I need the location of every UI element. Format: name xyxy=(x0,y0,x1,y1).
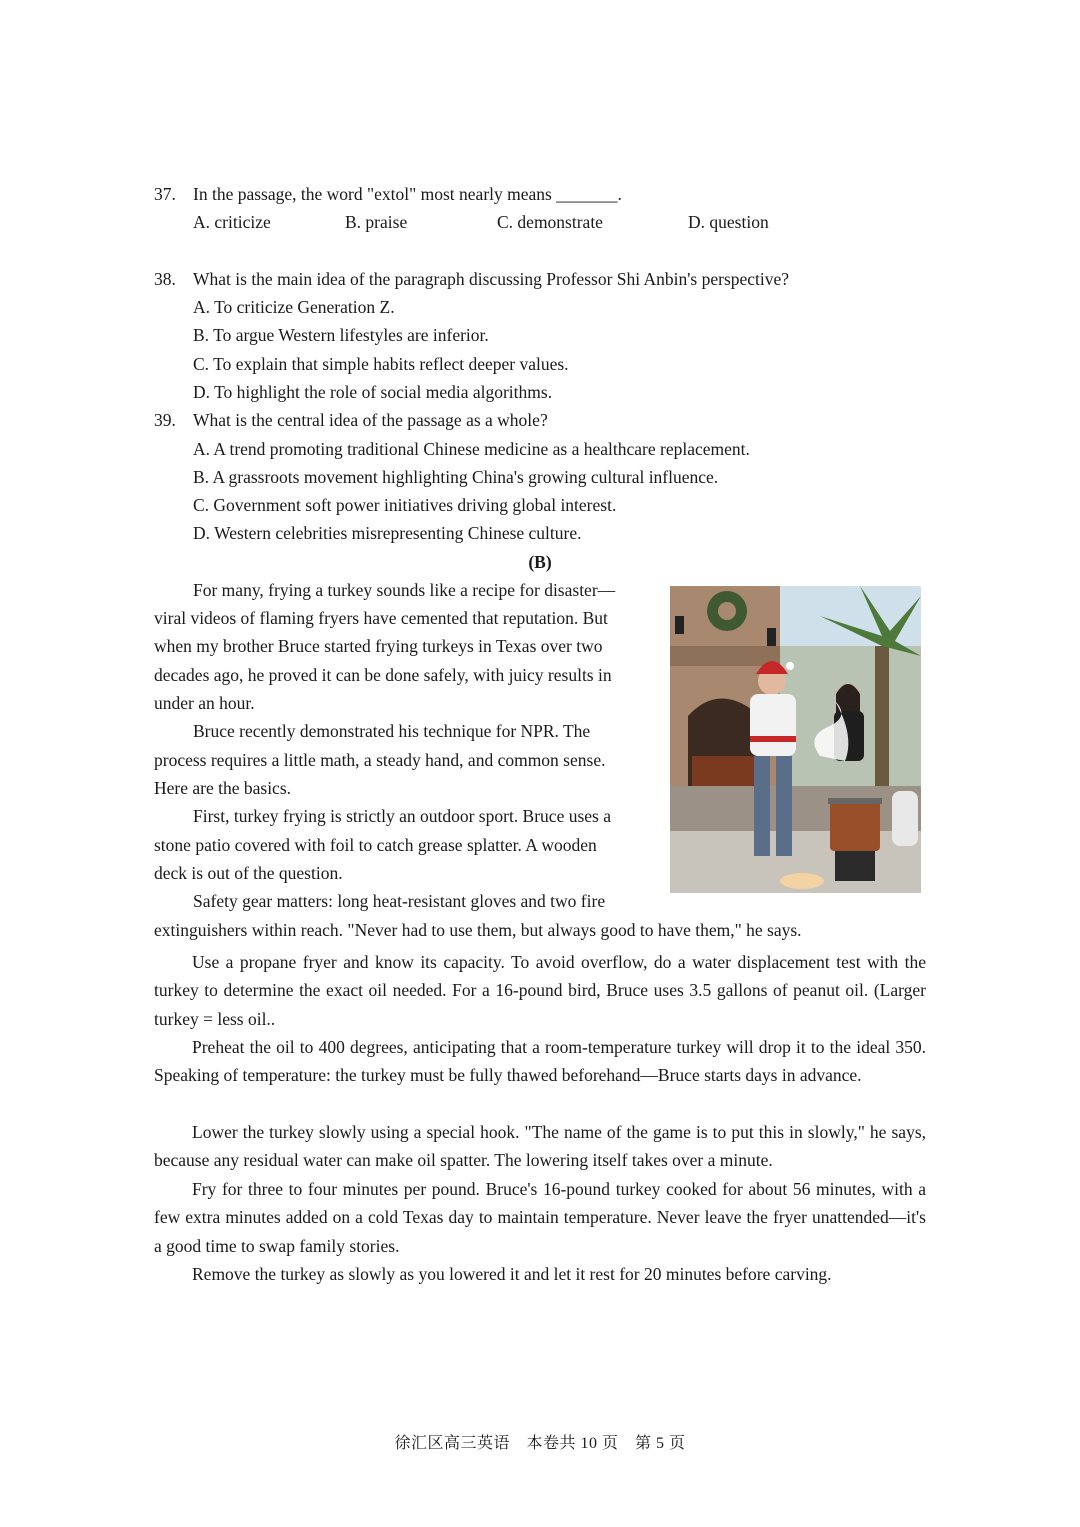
passage-line: viral videos of flaming fryers have cemented that reputation. But xyxy=(154,608,608,628)
question-39-option-b: B. A grassroots movement highlighting China's growing cultural influence. xyxy=(193,467,719,487)
passage-line: process requires a little math, a steady hand, and common sense. xyxy=(154,750,606,770)
question-37-number: 37. xyxy=(154,184,176,204)
section-b-heading: (B) xyxy=(528,552,552,572)
question-38-option-c: C. To explain that simple habits reflect deeper values. xyxy=(193,354,569,374)
passage-line: Bruce recently demonstrated his technique for NPR. The xyxy=(193,721,591,741)
passage-line: First, turkey frying is strictly an outdoor sport. Bruce uses a xyxy=(193,806,611,826)
passage-paragraph: Remove the turkey as slowly as you lowered it and let it rest for 20 minutes before carving. xyxy=(192,1264,832,1284)
passage-line: Here are the basics. xyxy=(154,778,292,798)
question-37-option-a: A. criticize xyxy=(193,212,271,232)
question-39-stem: What is the central idea of the passage as a whole? xyxy=(193,410,548,430)
question-38-option-a: A. To criticize Generation Z. xyxy=(193,297,395,317)
question-39-option-a: A. A trend promoting traditional Chinese medicine as a healthcare replacement. xyxy=(193,439,750,459)
passage-paragraph: Use a propane fryer and know its capacity. To avoid overflow, do a water displacement test with the turkey to determine the exact oil needed. For a 16-pound bird, Bruce uses 3.5 gallons of peanut oil. (Larger turkey = less oil.. xyxy=(154,952,926,1029)
turkey-frying-photo xyxy=(670,586,921,893)
passage-line: when my brother Bruce started frying turkeys in Texas over two xyxy=(154,636,603,656)
passage-line: stone patio covered with foil to catch grease splatter. A wooden xyxy=(154,835,597,855)
question-37-option-d: D. question xyxy=(688,212,769,232)
passage-line: under an hour. xyxy=(154,693,255,713)
question-38-option-b: B. To argue Western lifestyles are inferior. xyxy=(193,325,489,345)
passage-line: Safety gear matters: long heat-resistant gloves and two fire xyxy=(193,891,606,911)
passage-paragraph: Preheat the oil to 400 degrees, anticipating that a room-temperature turkey will drop it to the ideal 350. Speaking of temperature: the turkey must be fully thawed beforehand—Bruce starts days in advance. xyxy=(154,1037,926,1086)
page-footer: 徐汇区高三英语 本卷共 10 页 第 5 页 xyxy=(394,1435,686,1452)
question-38-stem: What is the main idea of the paragraph discussing Professor Shi Anbin's perspective? xyxy=(193,269,790,289)
passage-paragraph: Fry for three to four minutes per pound. Bruce's 16-pound turkey cooked for about 56 minutes, with a few extra minutes added on a cold Texas day to maintain temperature. Never leave the fryer unattended—it's a good time to swap family stories. xyxy=(154,1179,926,1256)
question-37-stem: In the passage, the word "extol" most nearly means _______. xyxy=(193,184,622,204)
passage-line: extinguishers within reach. "Never had to use them, but always good to have them," he says. xyxy=(154,920,802,940)
question-37-option-b: B. praise xyxy=(345,212,408,232)
passage-line: For many, frying a turkey sounds like a recipe for disaster— xyxy=(193,580,616,600)
question-39-number: 39. xyxy=(154,410,176,430)
passage-line: deck is out of the question. xyxy=(154,863,343,883)
question-38-number: 38. xyxy=(154,269,176,289)
question-39-option-c: C. Government soft power initiatives driving global interest. xyxy=(193,495,617,515)
passage-line: decades ago, he proved it can be done safely, with juicy results in xyxy=(154,665,612,685)
passage-paragraph: Lower the turkey slowly using a special hook. "The name of the game is to put this in slowly," he says, because any residual water can make oil spatter. The lowering itself takes over a minute. xyxy=(154,1122,926,1171)
question-37-option-c: C. demonstrate xyxy=(497,212,603,232)
question-39-option-d: D. Western celebrities misrepresenting Chinese culture. xyxy=(193,523,582,543)
question-38-option-d: D. To highlight the role of social media algorithms. xyxy=(193,382,553,402)
